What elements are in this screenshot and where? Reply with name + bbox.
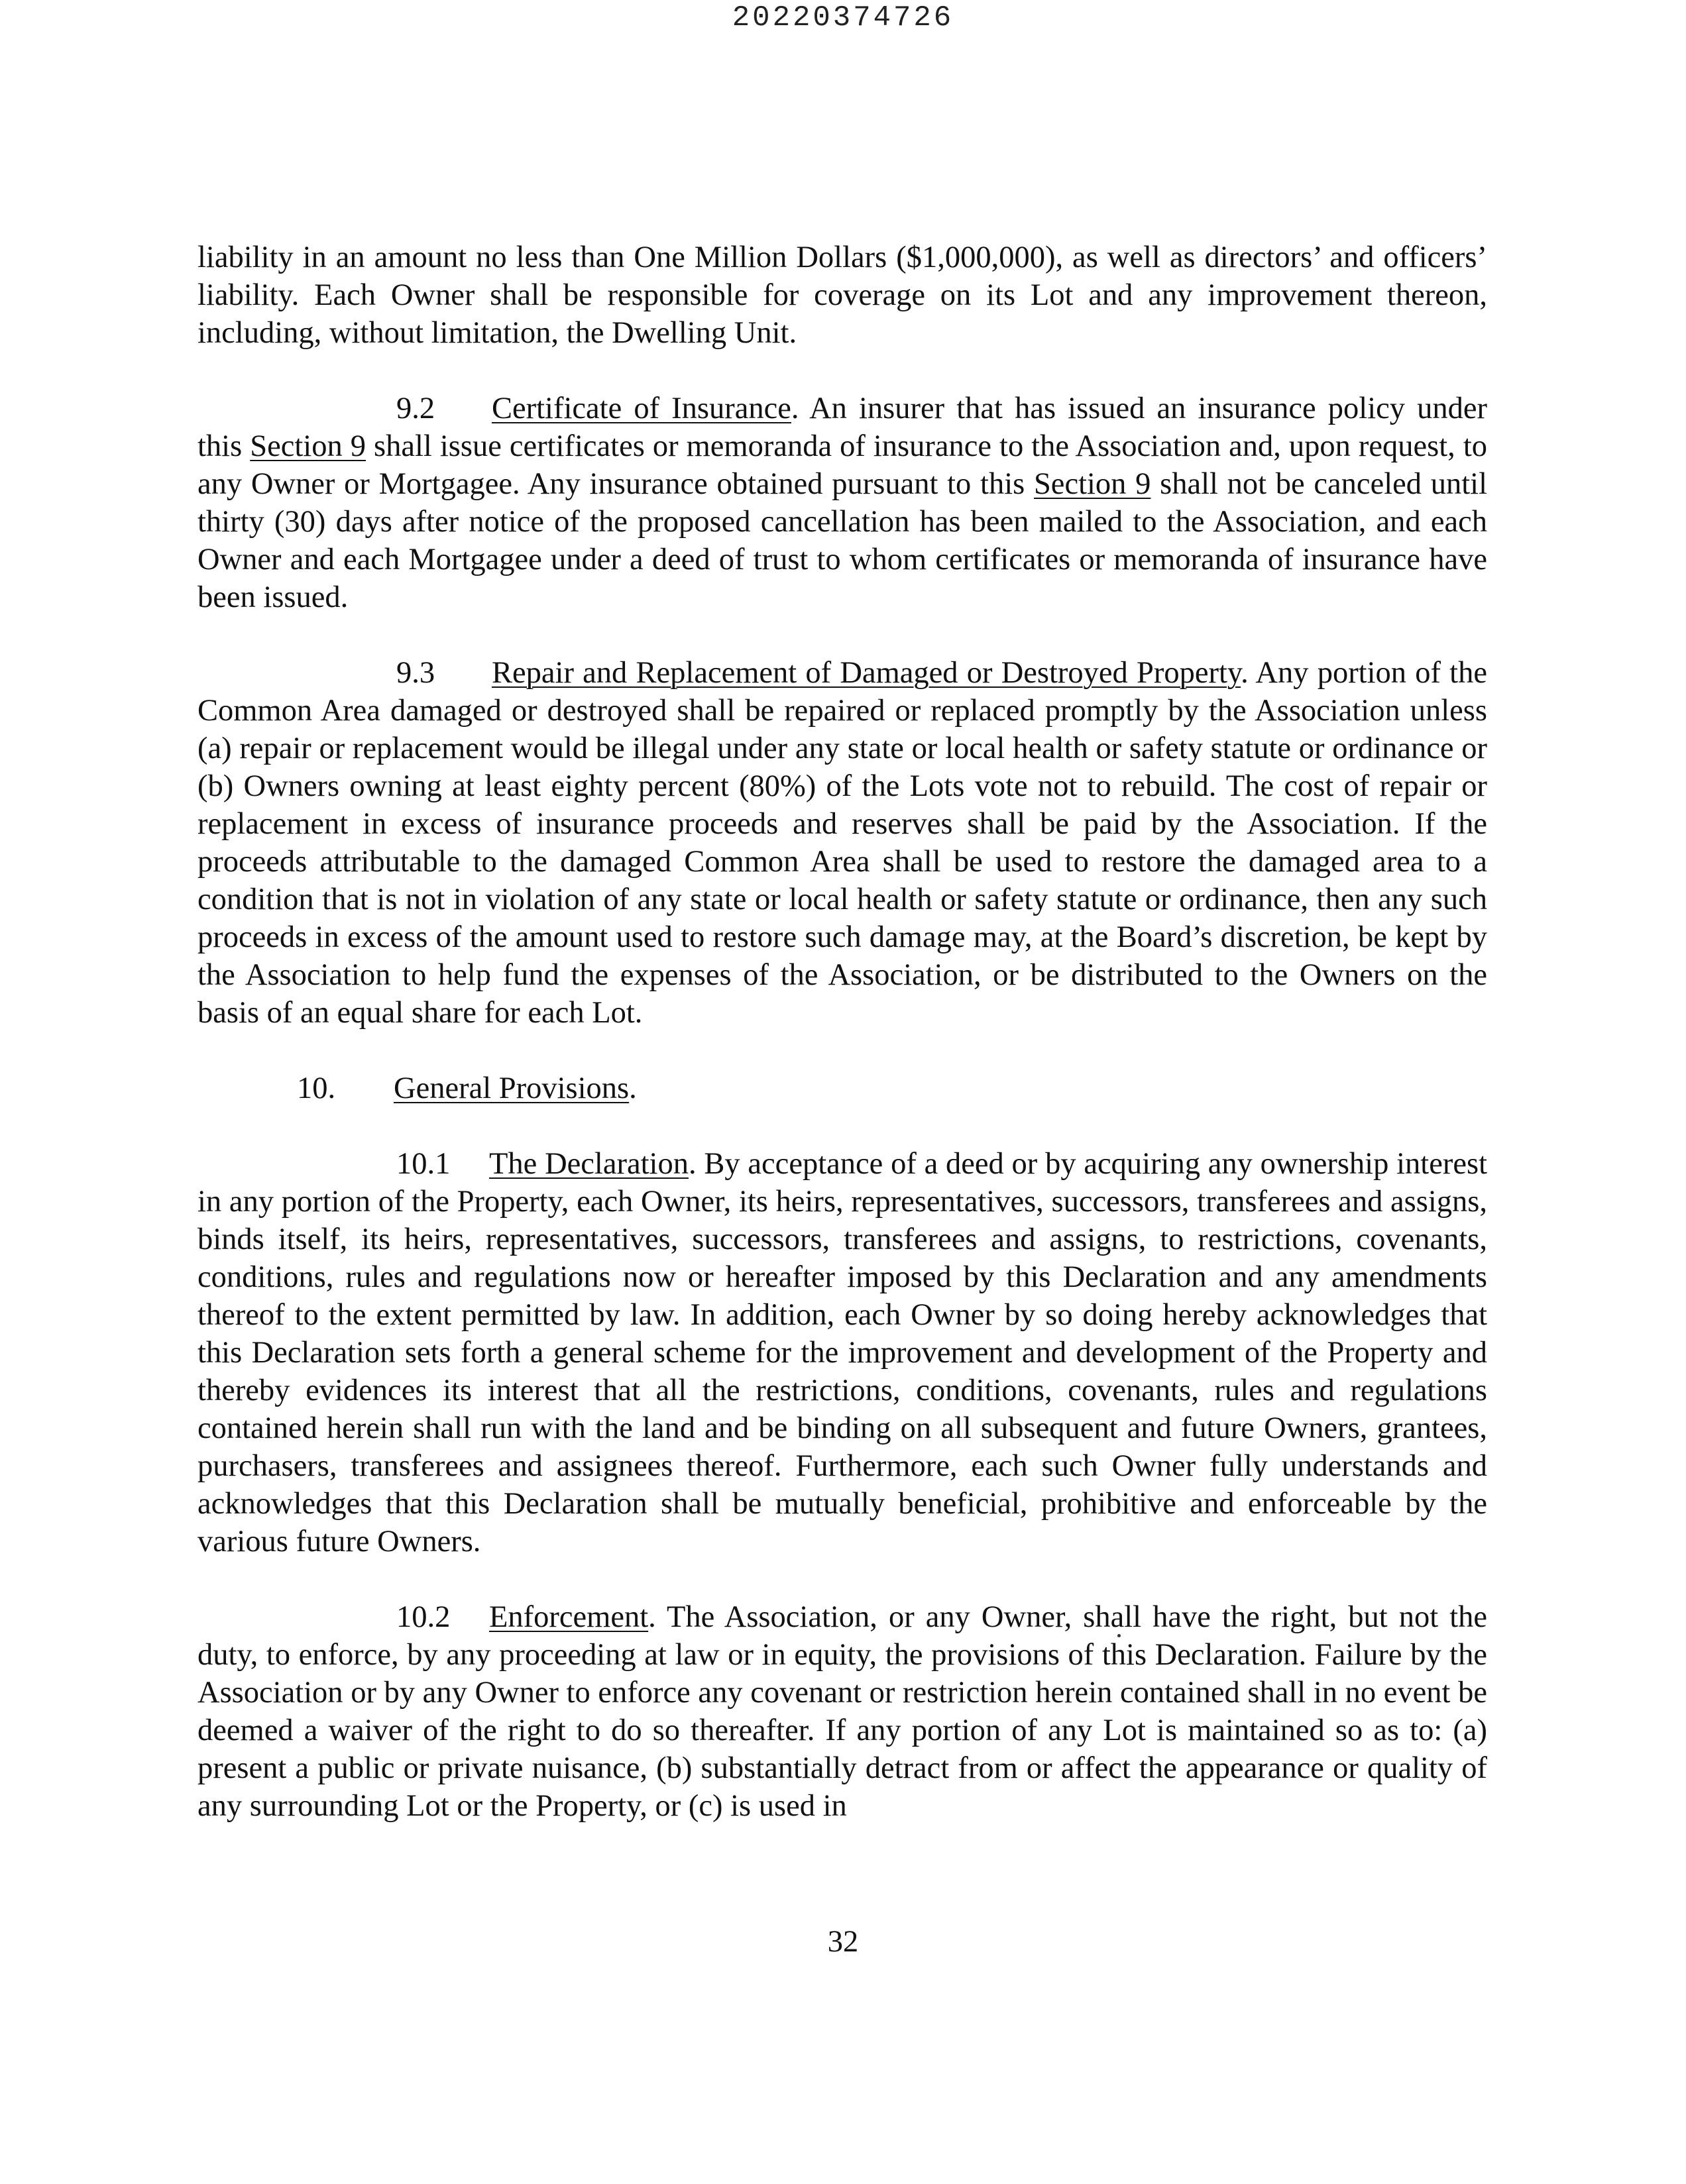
- document-number: 20220374726: [732, 1, 954, 34]
- section-reference: Section 9: [250, 429, 366, 463]
- section-title: The Declaration: [489, 1147, 689, 1181]
- section-title: Repair and Replacement of Damaged or Destroyed Property: [492, 656, 1241, 690]
- section-title-suffix: .: [629, 1071, 637, 1105]
- section-9-2: [197, 390, 1487, 616]
- section-text: . The Association, or any Owner, shall have the right, but not the duty, to enforce, by any proceeding at law or in equity, the provisions of this Declaration. Failure by the Association or by any Owner to enforce any covenant or restriction herein contained shall in no event be deemed a waiver of the right to do so thereafter. If any portion of any Lot is maintained so as to: (a) present a public or private nuisance, (b) substantially detract from or affect the appearance or quality of any surrounding Lot or the Property, or (c) is used in: [197, 1600, 1487, 1823]
- section-text: . Any portion of the Common Area damaged or destroyed shall be repaired or replaced promptly by the Association unless (a) repair or replacement would be illegal under any state or local health or safety statute or ordinance or (b) Owners owning at least eighty percent (80%) of the Lots vote not to rebuild. The cost of repair or replacement in excess of insurance proceeds and reserves shall be paid by the Association. If the proceeds attributable to the damaged Common Area shall be used to restore the damaged area to a condition that is not in violation of any state or local health or safety statute or ordinance, then any such proceeds in excess of the amount used to restore such damage may, at the Board’s discretion, be kept by the Association to help fund the expenses of the Association, or be distributed to the Owners on the basis of an equal share for each Lot.: [197, 656, 1487, 1030]
- section-reference: Section 9: [1033, 467, 1151, 501]
- scan-speck: [1117, 1634, 1121, 1637]
- section-number: 9.2: [396, 392, 435, 425]
- section-10-2: [197, 1598, 1487, 1825]
- page-number: 32: [827, 1925, 859, 1959]
- section-title: Certificate of Insurance: [492, 392, 791, 425]
- section-title: General Provisions: [394, 1071, 630, 1105]
- section-text: . By acceptance of a deed or by acquiring any ownership interest in any portion of the Property, each Owner, its heirs, representatives, successors, transferees and assigns, binds itself, its heirs, representatives, successors, transferees and assigns, to restrictions, covenants, conditions, rules and regulations now or hereafter imposed by this Declaration and any amendments thereof to the extent permitted by law. In addition, each Owner by so doing hereby acknowledges that this Declaration sets forth a general scheme for the improvement and development of the Property and thereby evidences its interest that all the restrictions, conditions, covenants, rules and regulations contained herein shall run with the land and be binding on all subsequent and future Owners, grantees, purchasers, transferees and assignees thereof. Furthermore, each such Owner fully understands and acknowledges that this Declaration shall be mutually beneficial, prohibitive and enforceable by the various future Owners.: [197, 1147, 1487, 1558]
- section-number: 10.: [297, 1071, 336, 1105]
- section-text: shall not be canceled until thirty (30) days after notice of the proposed cancellation has been mailed to the Association, and each Owner and each Mortgagee under a deed of trust to whom certificates or memoranda of insurance have been issued.: [197, 467, 1487, 614]
- continued-paragraph: liability in an amount no less than One Million Dollars ($1,000,000), as well as directors’ and officers’ liability. Each Owner shall be responsible for coverage on its Lot and any improvement thereon, including, without limitation, the Dwelling Unit.: [197, 241, 1487, 350]
- section-text: . An insurer that has issued an insurance policy under this: [197, 392, 1487, 463]
- section-number: 10.1: [396, 1147, 451, 1181]
- section-title: Enforcement: [489, 1600, 649, 1634]
- section-9-3: [197, 654, 1487, 1032]
- section-text: shall issue certificates or memoranda of insurance to the Association and, upon request, to any Owner or Mortgagee. Any insurance obtained pursuant to this: [197, 429, 1488, 501]
- section-10-1: [197, 1145, 1487, 1560]
- section-10-heading: [297, 1069, 1487, 1107]
- section-number: 9.3: [396, 656, 435, 690]
- section-number: 10.2: [396, 1600, 451, 1634]
- document-body: [197, 239, 1487, 1863]
